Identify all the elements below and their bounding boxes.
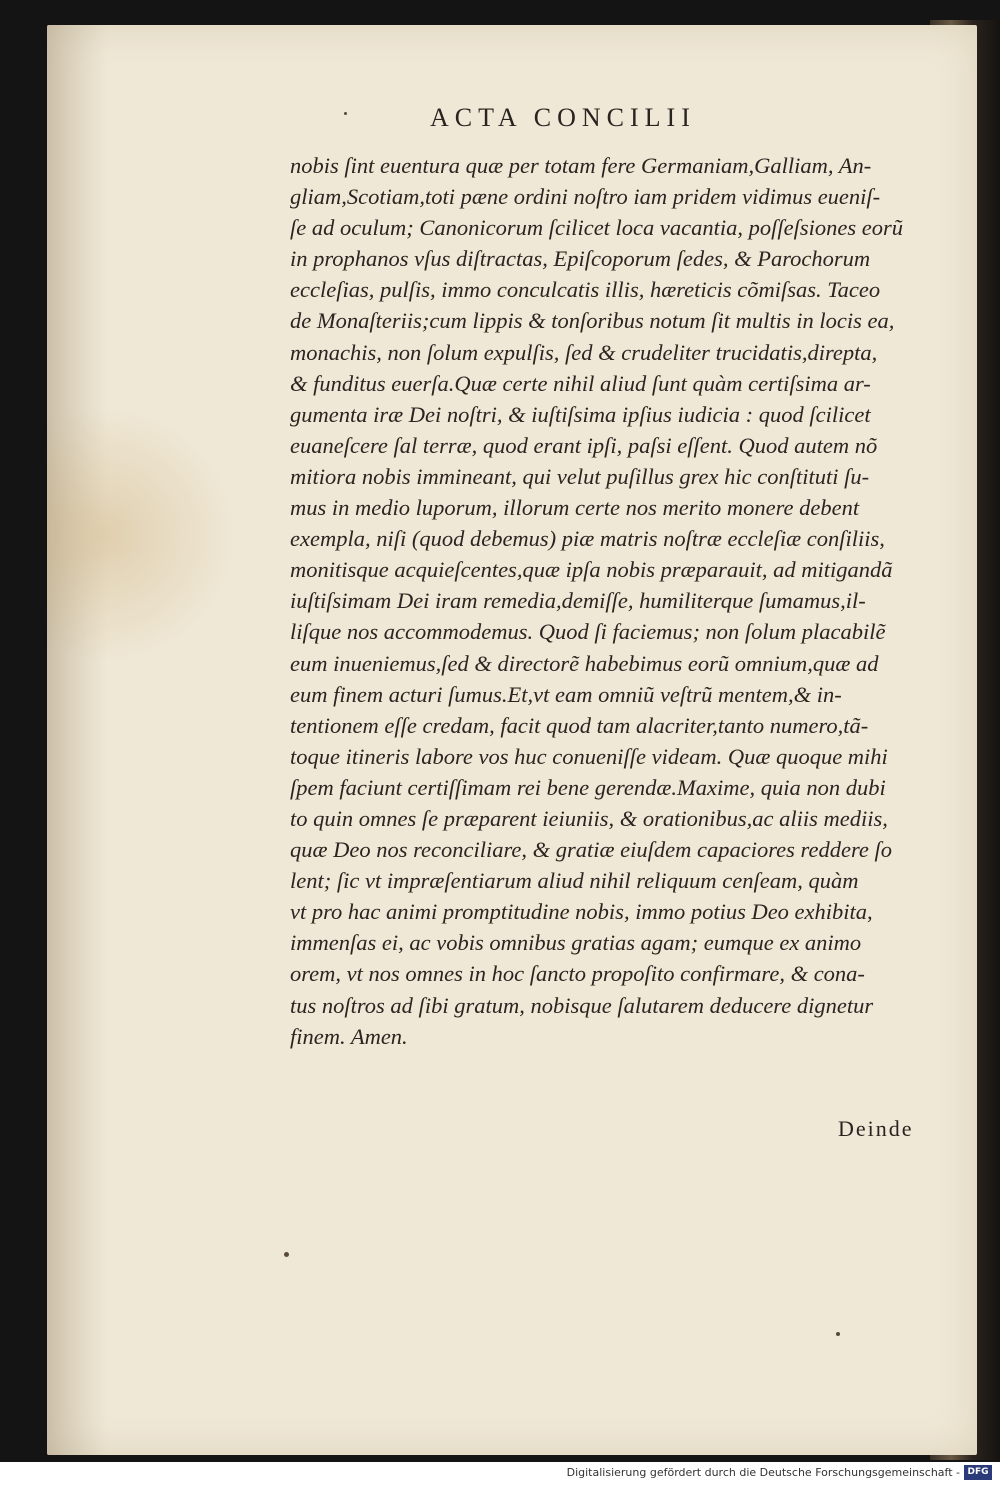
text-line: de Monaſteriis;cum lippis & tonſoribus notum ſit multis in locis ea, [290,308,895,334]
paper-speck [344,112,347,115]
footer-credit: Digitalisierung gefördert durch die Deutsche Forschungsgemeinschaft - [566,1466,960,1479]
running-head: ACTA CONCILII [430,103,696,132]
text-line: eum finem acturi ſumus.Et,vt eam omniũ veſtrũ mentem,& in- [290,681,842,707]
paper-speck [836,1332,840,1336]
text-line: monachis, non ſolum expulſis, ſed & crudeliter trucidatis,direpta, [290,339,878,365]
text-line: in prophanos vſus diſtractas, Epiſcoporum ſedes, & Parochorum [290,246,871,272]
text-line: lent; ſic vt impræſentiarum aliud nihil reliquum cenſeam, quàm [290,868,859,894]
text-line: euaneſcere ſal terræ, quod erant ipſi, paſsi eſſent. Quod autem nõ [290,432,878,458]
text-line: iuſtiſsimam Dei iram remedia,demiſſe, humiliterque ſumamus,il- [290,588,866,614]
paper-speck [284,1252,289,1257]
text-line: mus in medio luporum, illorum certe nos merito monere debent [290,495,860,521]
footer-bar [0,1462,1000,1485]
text-line: exempla, niſi (quod debemus) piæ matris noſtræ eccleſiæ conſiliis, [290,526,885,552]
text-line: tus noſtros ad ſibi gratum, nobisque ſalutarem deducere dignetur [290,992,874,1018]
text-line: liſque nos accommodemus. Quod ſi faciemus; non ſolum placabilẽ [290,619,886,645]
water-stain [47,405,237,665]
text-line: finem. Amen. [290,1023,408,1049]
text-line: mitiora nobis immineant, qui velut puſillus grex hic conſtituti ſu- [290,463,870,489]
text-line: toque itineris labore vos huc conueniſſe videam. Quæ quoque mihi [290,743,888,769]
text-line: eum inueniemus,ſed & directorẽ habebimus eorũ omnium,quæ ad [290,650,879,676]
text-line: gumenta iræ Dei noſtri, & iuſtiſsima ipſius iudicia : quod ſcilicet [290,401,871,427]
dfg-logo-icon: DFG [964,1465,992,1480]
text-line: quæ Deo nos reconciliare, & gratiæ eiuſdem capaciores reddere ſo [290,837,892,863]
text-line: vt pro hac animi promptitudine nobis, immo potius Deo exhibita, [290,899,873,925]
text-line: tentionem eſſe credam, facit quod tam alacriter,tanto numero,tã- [290,712,869,738]
catchword: Deinde [838,1116,914,1141]
text-line: immenſas ei, ac vobis omnibus gratias agam; eumque ex animo [290,930,862,956]
text-line: & funditus euerſa.Quæ certe nihil aliud ſunt quàm certiſsima ar- [290,370,871,396]
text-line: ſe ad oculum; Canonicorum ſcilicet loca vacantia, poſſeſsiones eorũ [290,215,904,241]
text-line: nobis ſint euentura quæ per totam fere Germaniam,Galliam, An- [290,153,872,178]
text-line: eccleſias, pulſis, immo conculcatis illis, hæreticis cõmiſsas. Taceo [290,277,881,303]
text-line: gliam,Scotiam,toti pæne ordini noſtro iam pridem vidimus eueniſ- [290,184,881,210]
body-text [290,150,950,1052]
text-line: orem, vt nos omnes in hoc ſancto propoſito confirmare, & cona- [290,961,865,987]
text-line: monitisque acquieſcentes,quæ ipſa nobis præparauit, ad mitigandã [290,557,893,583]
text-line: to quin omnes ſe præparent ieiuniis, & orationibus,ac aliis mediis, [290,805,888,831]
text-line: ſpem faciunt certiſſimam rei bene gerendæ.Maxime, quia non dubi [290,774,886,800]
